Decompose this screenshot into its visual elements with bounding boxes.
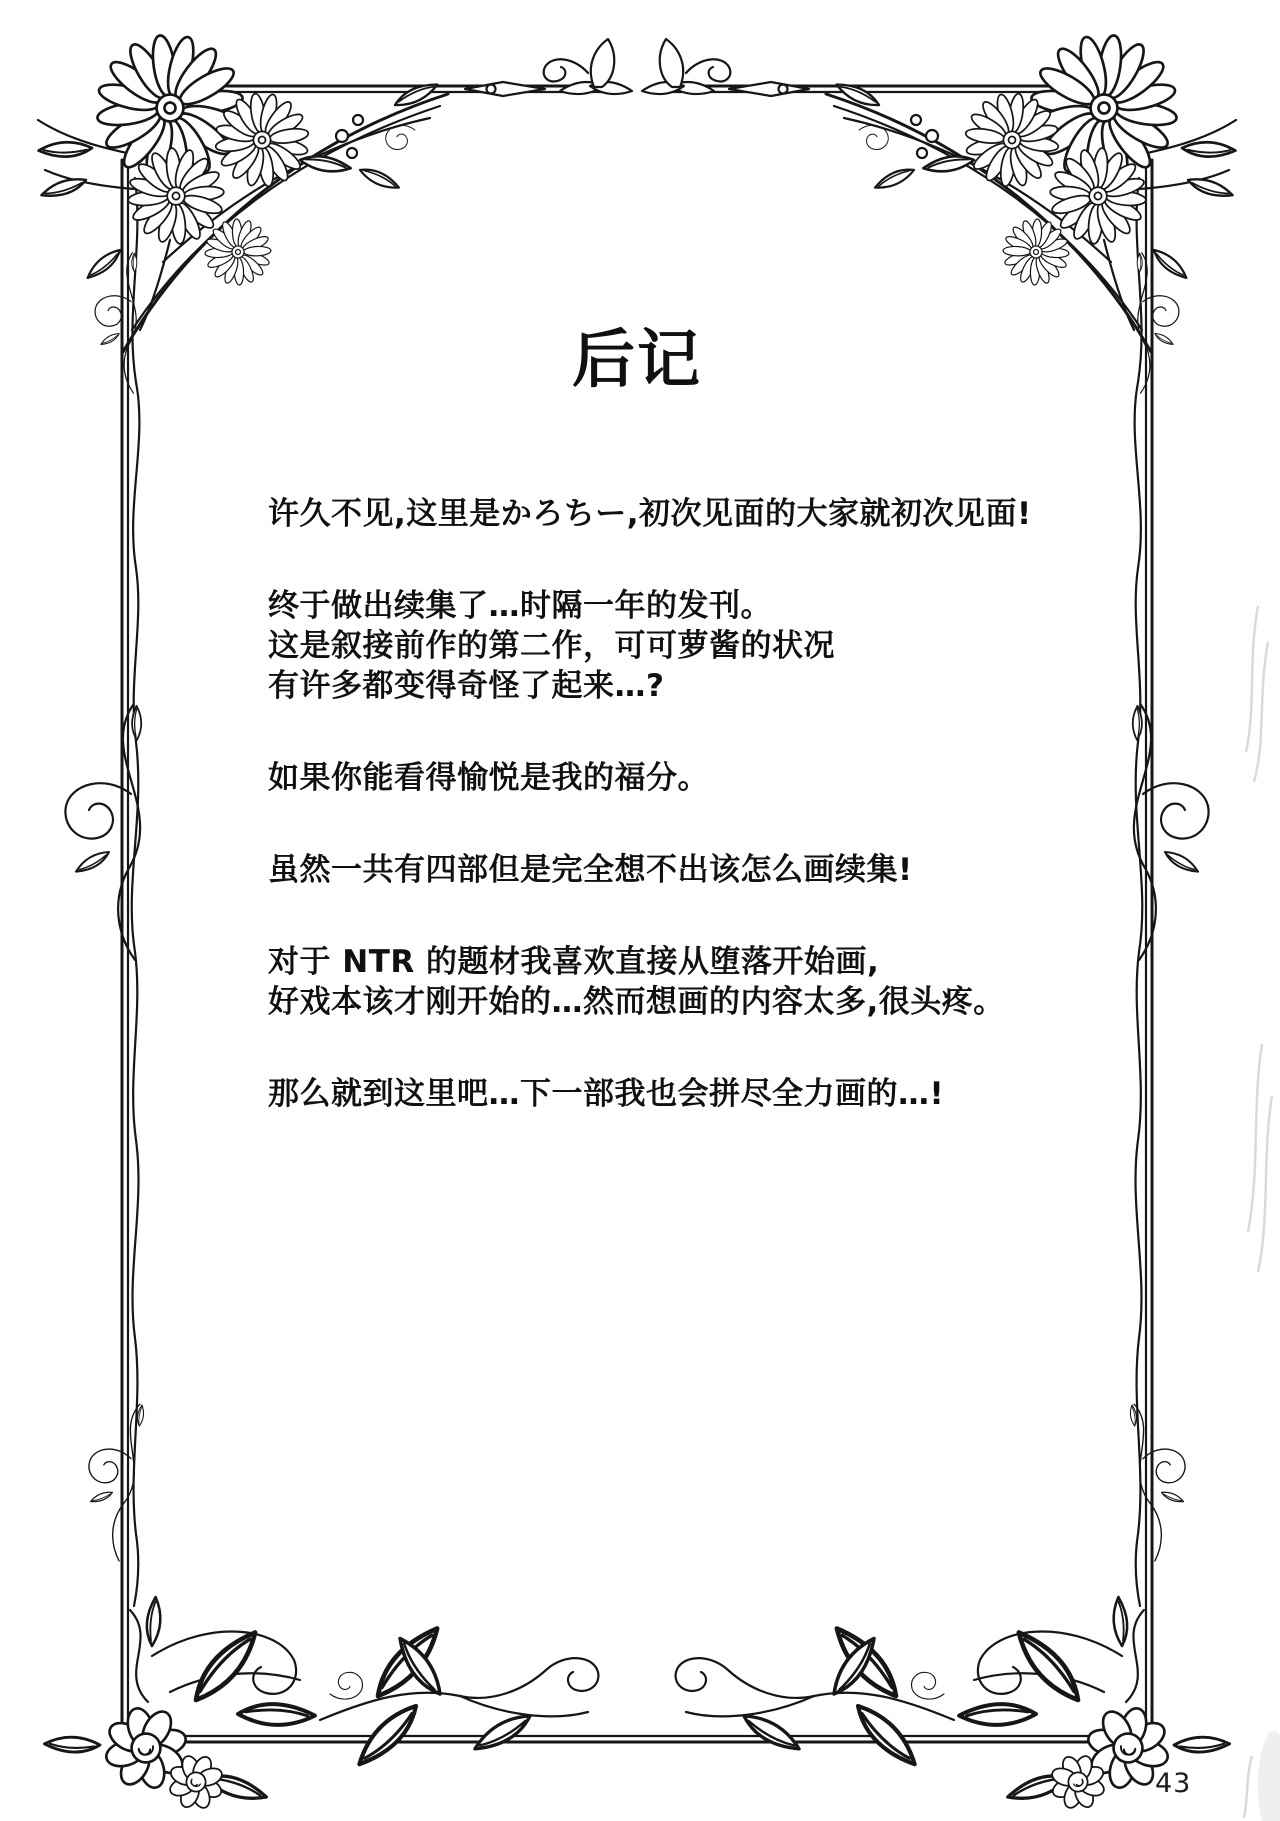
bottom-left-rose-corner xyxy=(44,1596,363,1818)
paragraph xyxy=(268,758,1138,798)
text-line: 对于 NTR 的题材我喜欢直接从堕落开始画, xyxy=(268,944,880,980)
text-line: 那么就到这里吧…下一部我也会拼尽全力画的…! xyxy=(268,1076,945,1112)
top-banner-left-icon xyxy=(465,82,545,96)
text-line: 有许多都变得奇怪了起来…? xyxy=(268,668,665,704)
paragraph xyxy=(268,1074,1138,1114)
top-banner-right-icon xyxy=(729,82,809,96)
text-line: 如果你能看得愉悦是我的福分。 xyxy=(268,760,709,796)
scan-artifact xyxy=(1244,606,1280,1821)
top-right-daisy-corner xyxy=(826,25,1236,352)
page-title: 后记 xyxy=(572,323,702,396)
text-line: 虽然一共有四部但是完全想不出该怎么画续集! xyxy=(268,852,913,888)
paragraph xyxy=(268,942,1138,1022)
text-line: 这是叙接前作的第二作，可可萝酱的状况 xyxy=(268,628,835,664)
page-number: 43 xyxy=(1155,1768,1192,1799)
text-line: 终于做出续集了…时隔一年的发刊。 xyxy=(268,588,772,624)
text-line: 许久不见,这里是かろちー,初次见面的大家就初次见面! xyxy=(268,496,1032,532)
bottom-vine-left xyxy=(320,1625,598,1768)
paragraph xyxy=(268,850,1138,890)
top-left-daisy-corner xyxy=(38,25,448,352)
paragraph xyxy=(268,494,1138,534)
bottom-vine-right xyxy=(676,1625,954,1768)
paragraph xyxy=(268,586,1138,706)
afterword-text xyxy=(268,494,1138,1166)
text-line: 好戏本该才刚开始的…然而想画的内容太多,很头疼。 xyxy=(268,984,1005,1020)
